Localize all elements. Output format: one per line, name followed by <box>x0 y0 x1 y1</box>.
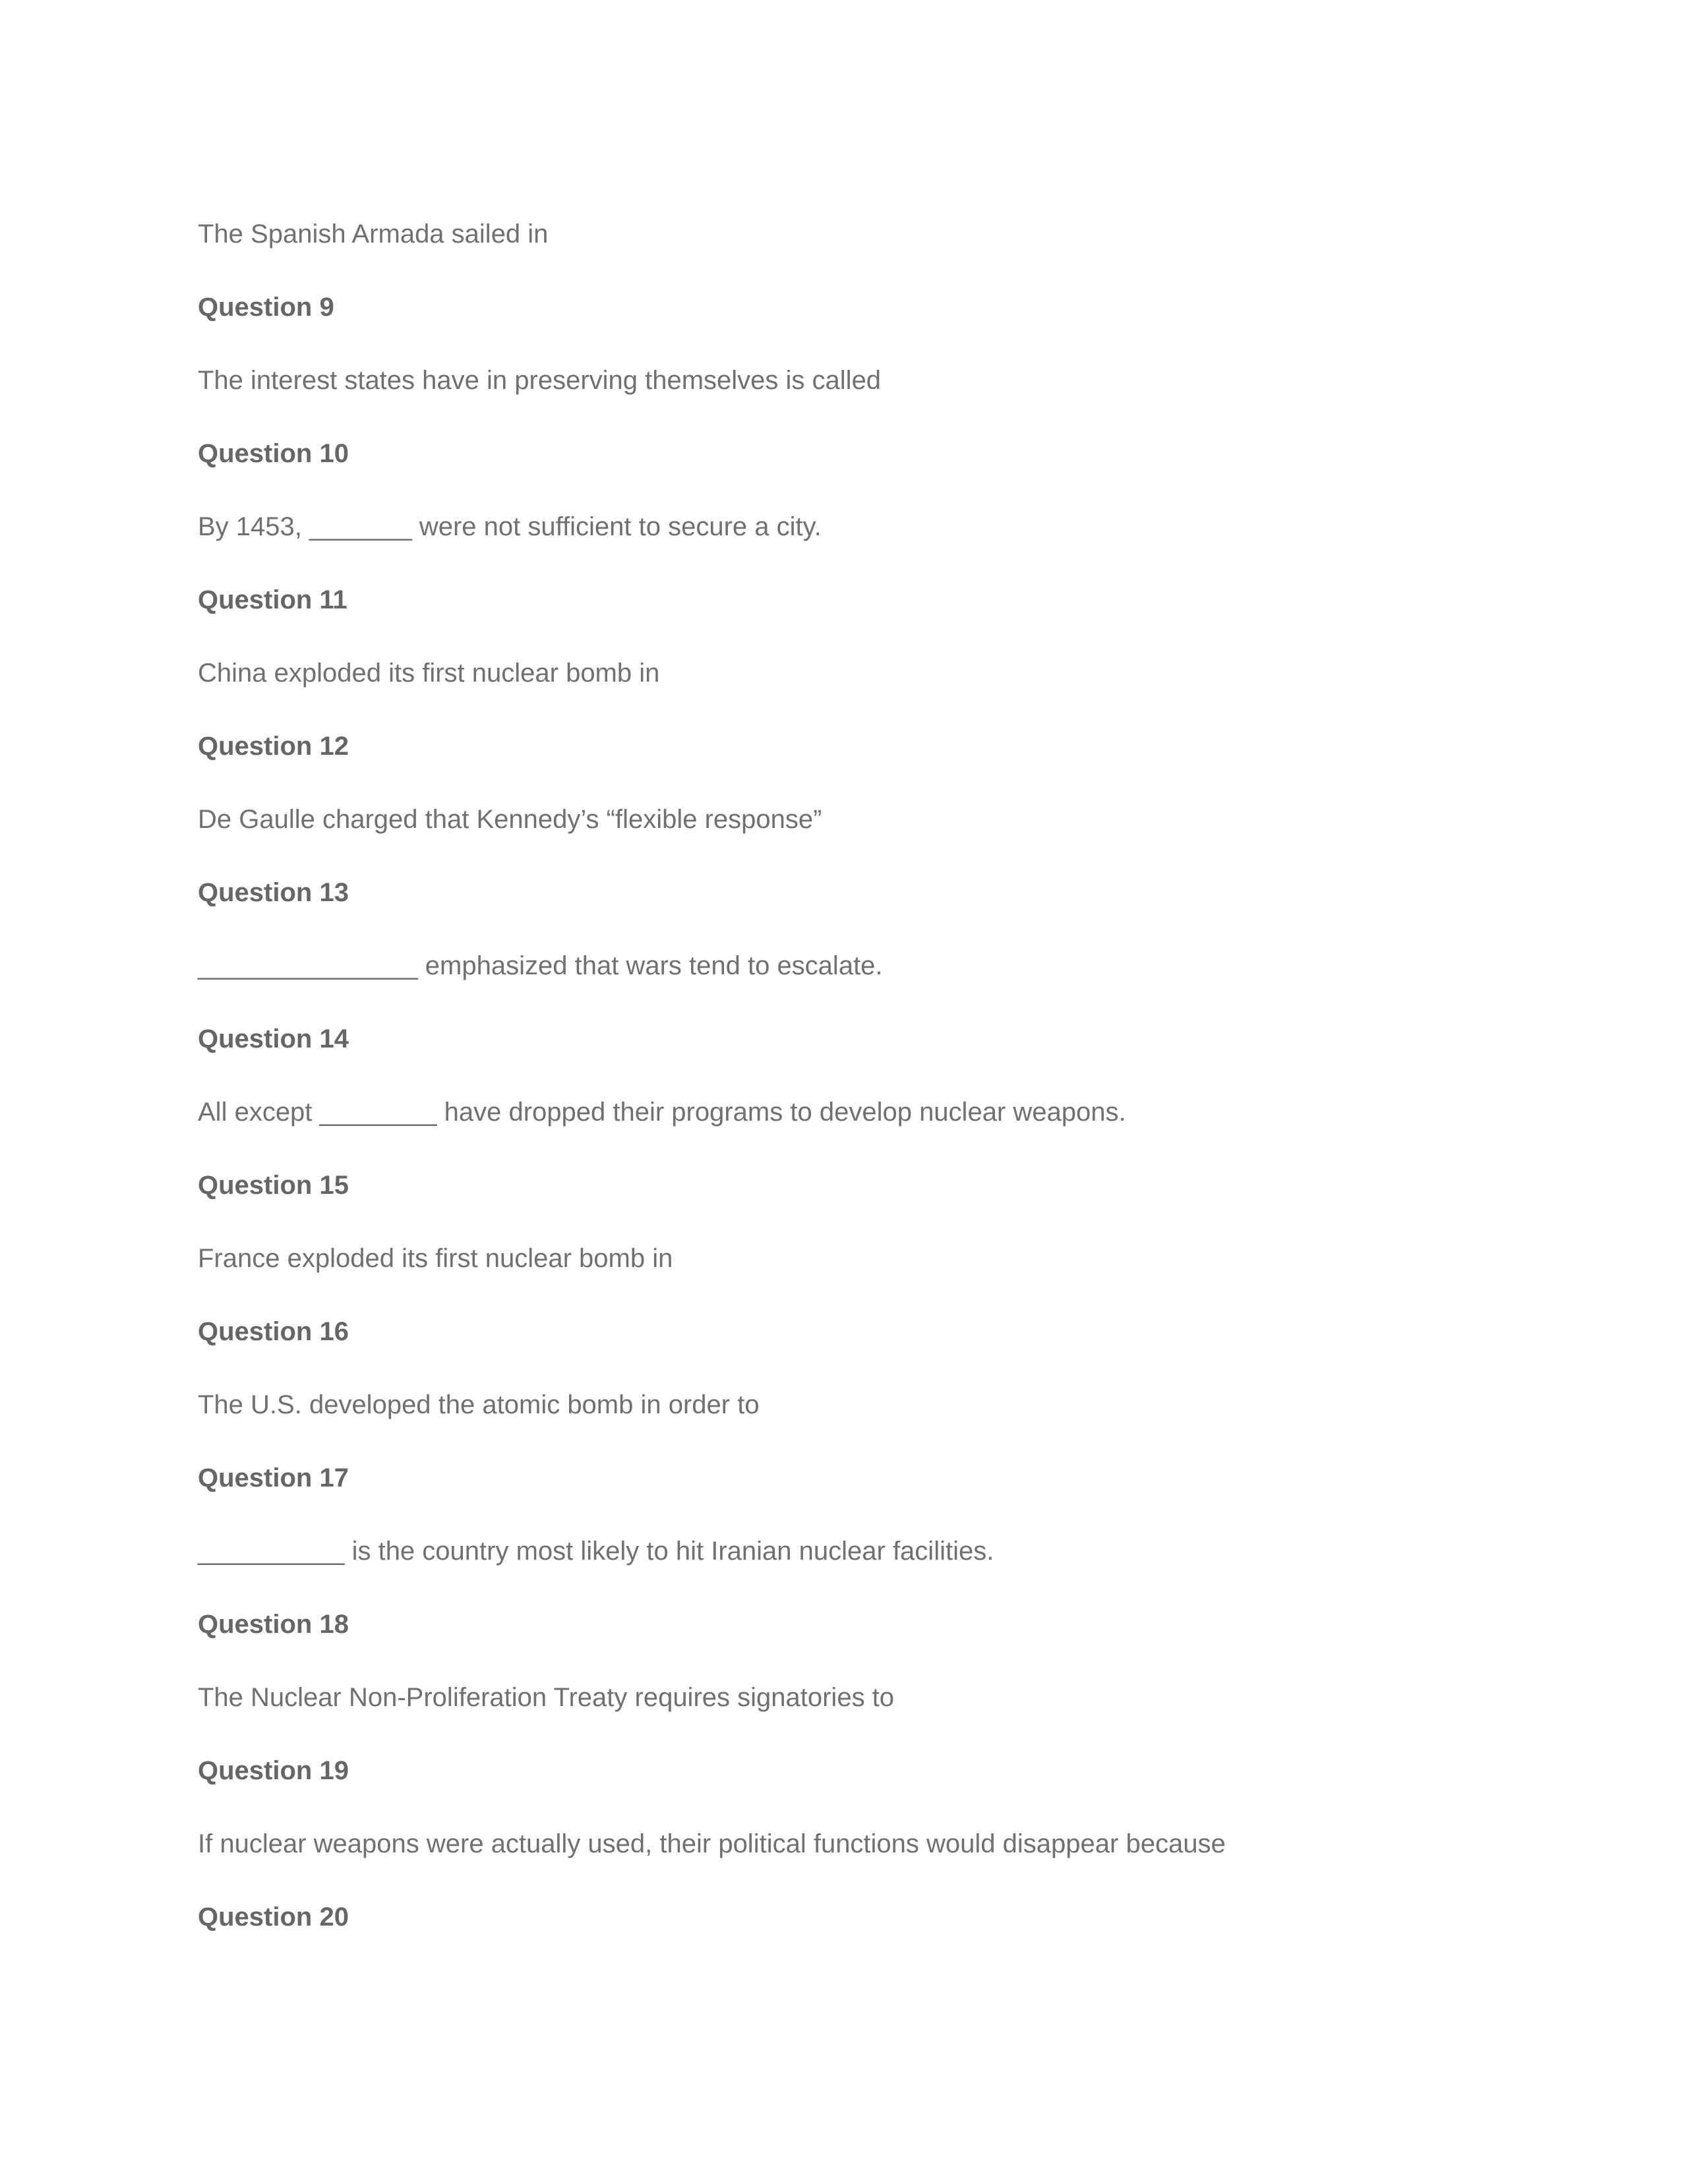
question-16-heading: Question 16 <box>198 1317 349 1346</box>
question-15-heading: Question 15 <box>198 1171 349 1200</box>
question-14-heading: Question 14 <box>198 1024 349 1053</box>
question-12-heading: Question 12 <box>198 732 349 761</box>
question-14-prompt: All except ________ have dropped their programs to develop nuclear weapons. <box>198 1098 1126 1127</box>
question-10-heading: Question 10 <box>198 439 349 468</box>
question-13-prompt: _______________ emphasized that wars tend to escalate. <box>198 951 883 980</box>
question-15-prompt: France exploded its first nuclear bomb in <box>198 1244 673 1273</box>
question-11-prompt: China exploded its first nuclear bomb in <box>198 659 660 688</box>
question-9-prompt: The interest states have in preserving themselves is called <box>198 366 882 395</box>
question-18-prompt: The Nuclear Non-Proliferation Treaty requires signatories to <box>198 1683 895 1712</box>
question-18-heading: Question 18 <box>198 1610 349 1639</box>
question-13-heading: Question 13 <box>198 878 349 907</box>
question-20-heading: Question 20 <box>198 1903 349 1932</box>
question-17-prompt: __________ is the country most likely to hit Iranian nuclear facilities. <box>198 1537 994 1566</box>
question-19-heading: Question 19 <box>198 1756 349 1785</box>
question-16-prompt: The U.S. developed the atomic bomb in order to <box>198 1390 760 1419</box>
question-11-heading: Question 11 <box>198 585 347 614</box>
question-8-prompt: The Spanish Armada sailed in <box>198 220 549 249</box>
question-list <box>198 214 1517 1970</box>
question-17-heading: Question 17 <box>198 1463 349 1492</box>
question-19-prompt: If nuclear weapons were actually used, their political functions would disappear because <box>198 1829 1226 1858</box>
question-12-prompt: De Gaulle charged that Kennedy’s “flexible response” <box>198 805 822 834</box>
question-9-heading: Question 9 <box>198 293 334 322</box>
question-10-prompt: By 1453, _______ were not sufficient to secure a city. <box>198 512 822 541</box>
